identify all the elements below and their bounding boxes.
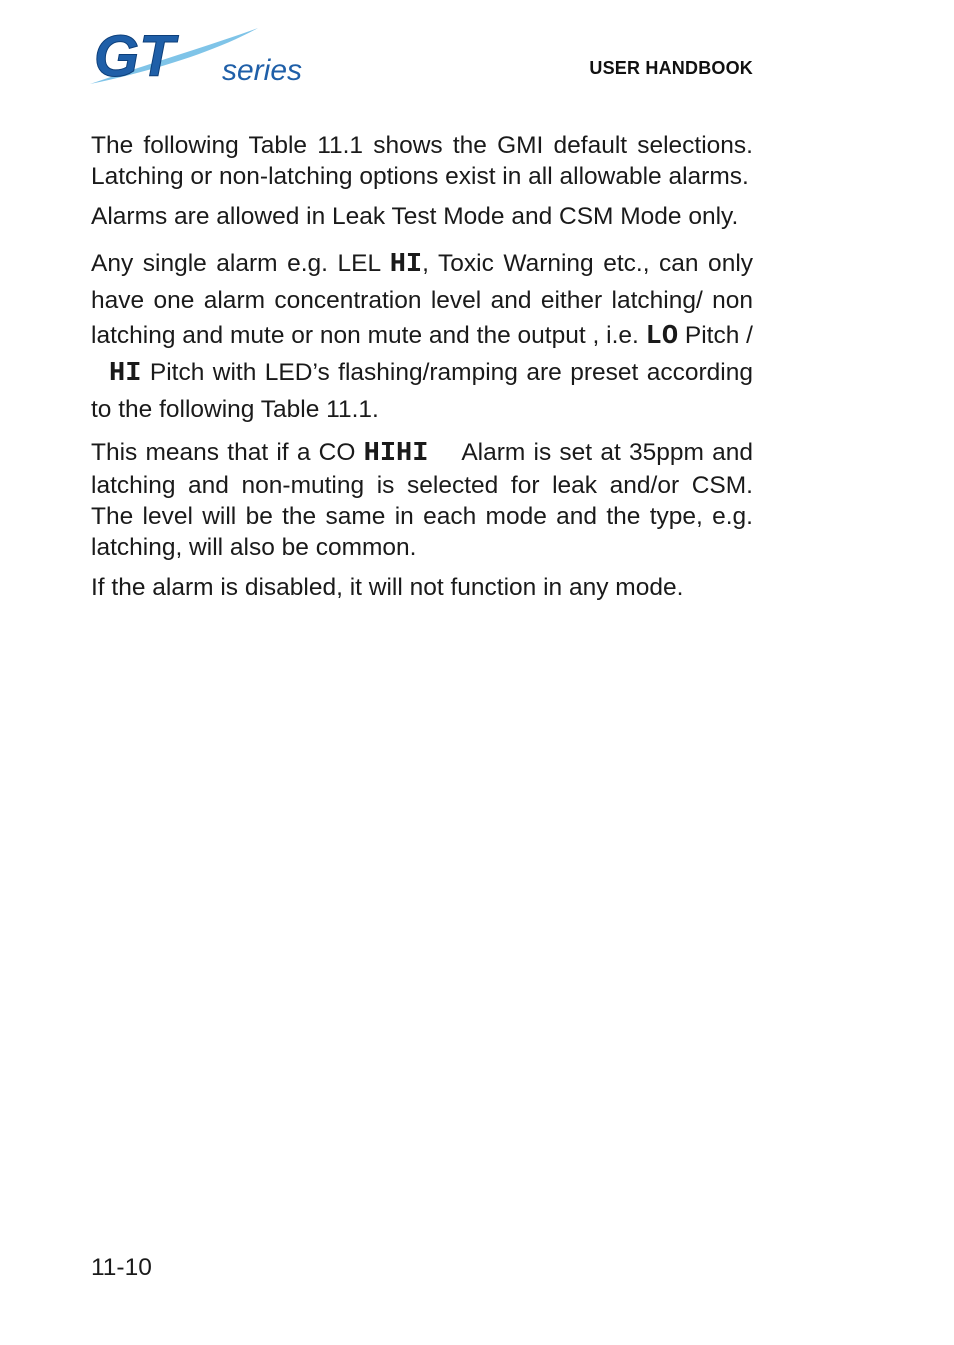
p4-text-b: Alarm is set at 35ppm and latching and non-muting is selected for leak and/or CSM. The level will be the same in each mode and the type, e.g. latching, will also be common.	[91, 439, 753, 561]
page-number: 11-10	[91, 1254, 152, 1281]
lo-pitch-code: LO	[645, 322, 679, 352]
paragraph-4	[91, 437, 753, 563]
logo-gt-text: GT	[94, 24, 175, 88]
hi-alarm-code: HI	[389, 250, 423, 280]
header-title: USER HANDBOOK	[589, 58, 753, 78]
p3-text-b: , Toxic Warning etc., can only have one alarm concentration level and either latching/ non latching and mute or non mute and the output , i.e.	[91, 250, 754, 349]
paragraph-1: The following Table 11.1 shows the GMI default selections. Latching or non-latching options exist in all allowable alarms.	[91, 132, 753, 190]
hi-pitch-code: HI	[109, 359, 142, 389]
logo-series-text: series	[222, 54, 303, 87]
p3-text-a: Any single alarm e.g. LEL	[91, 250, 390, 277]
p3-text-d: Pitch with LED’s flashing/ramping are preset according to the following Table 11.1.	[91, 359, 753, 423]
hihi-alarm-code: HIHI	[363, 439, 429, 469]
p4-text-a: This means that if a CO	[91, 439, 364, 466]
body-text	[91, 130, 753, 612]
paragraph-5: If the alarm is disabled, it will not function in any mode.	[91, 574, 684, 601]
paragraph-2: Alarms are allowed in Leak Test Mode and CSM Mode only.	[91, 203, 739, 230]
paragraph-3	[91, 246, 753, 427]
gt-series-logo	[88, 24, 328, 88]
p3-text-c: Pitch /	[678, 322, 753, 349]
